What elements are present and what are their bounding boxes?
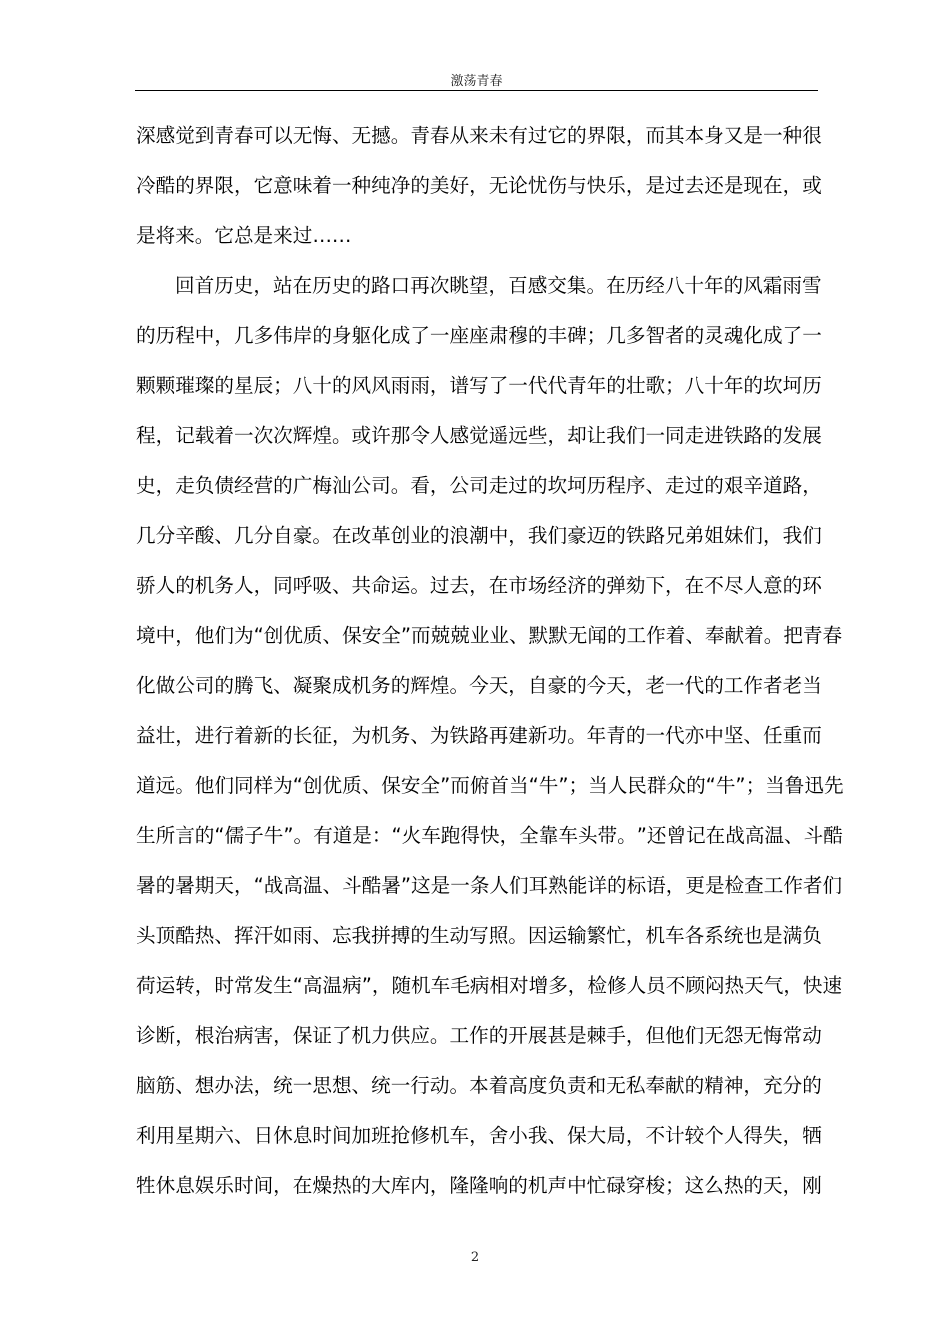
text-line: 骄 人 的 机 务 人 ， 同 呼 吸 、 共 命 运 。 过 去 ， 在 市 场 经 济 的 弹 劾 下 ， 在 不 尽 人 意 的 环: [136, 574, 822, 597]
text-line: 几 分 辛 酸 、 几 分 自 豪 。 在 改 革 创 业 的 浪 潮 中 ， 我 们 豪 迈 的 铁 路 兄 弟 姐 妹 们 ， 我 们: [136, 524, 822, 547]
text-line: 诊 断 ， 根 治 病 害 ， 保 证 了 机 力 供 应 。 工 作 的 开 展 甚 是 棘 手 ， 但 他 们 无 怨 无 悔 常 动: [136, 1024, 822, 1047]
text-line: 暑 的 暑 期 天 ， “ 战 高 温 、 斗 酷 暑 ” 这 是 一 条 人 们 耳 熟 能 详 的 标 语 ， 更 是 检 查 工 作 者 们: [136, 874, 843, 897]
text-line: 头 顶 酷 热 、 挥 汗 如 雨 、 忘 我 拼 搏 的 生 动 写 照 。 因 运 输 繁 忙 ， 机 车 各 系 统 也 是 满 负: [136, 924, 822, 947]
text-line: 程 ， 记 载 着 一 次 次 辉 煌 。 或 许 那 令 人 感 觉 遥 远 些 ， 却 让 我 们 一 同 走 进 铁 路 的 发 展: [136, 424, 822, 447]
page-header: [135, 70, 818, 91]
text-line: 牲 休 息 娱 乐 时 间 ， 在 燥 热 的 大 库 内 ， 隆 隆 响 的 机 声 中 忙 碌 穿 梭 ； 这 么 热 的 天 ， 刚: [136, 1174, 822, 1197]
text-line: 回 首 历 史 ， 站 在 历 史 的 路 口 再 次 眺 望 ， 百 感 交 集 。 在 历 经 八 十 年 的 风 霜 雨 雪: [175, 274, 822, 297]
text-line: 深 感 觉 到 青 春 可 以 无 悔 、 无 撼 。 青 春 从 来 未 有 过 它 的 界 限 ， 而 其 本 身 又 是 一 种 很: [136, 124, 822, 147]
text-line: 荷 运 转 ， 时 常 发 生 “ 高 温 病 ” ， 随 机 车 毛 病 相 对 增 多 ， 检 修 人 员 不 顾 闷 热 天 气 ， 快 速: [136, 974, 843, 997]
text-line: 化 做 公 司 的 腾 飞 、 凝 聚 成 机 务 的 辉 煌 。 今 天 ， 自 豪 的 今 天 ， 老 一 代 的 工 作 者 老 当: [136, 674, 822, 697]
page-number: 2: [470, 1250, 480, 1265]
text-line: 生 所 言 的 “ 儒 子 牛 ” 。 有 道 是 ： “ 火 车 跑 得 快 ， 全 靠 车 头 带 。 ” 还 曾 记 在 战 高 温 、 斗 酷: [136, 824, 843, 847]
text-line: 史 ， 走 负 债 经 营 的 广 梅 汕 公 司 。 看 ， 公 司 走 过 的 坎 坷 历 程 序 、 走 过 的 艰 辛 道 路 ，: [136, 474, 822, 497]
text-line: 的 历 程 中 ， 几 多 伟 岸 的 身 躯 化 成 了 一 座 座 肃 穆 的 丰 碑 ； 几 多 智 者 的 灵 魂 化 成 了 一: [136, 324, 822, 347]
body-text: [136, 111, 844, 1211]
text-line: 脑 筋 、 想 办 法 ， 统 一 思 想 、 统 一 行 动 。 本 着 高 度 负 责 和 无 私 奉 献 的 精 神 ， 充 分 的: [136, 1074, 822, 1097]
paragraph: [136, 111, 822, 261]
text-line: 利 用 星 期 六 、 日 休 息 时 间 加 班 抢 修 机 车 ， 舍 小 我 、 保 大 局 ， 不 计 较 个 人 得 失 ， 牺: [136, 1124, 822, 1147]
text-line: 是将来。它总是来过……: [136, 224, 352, 247]
text-line: 颗 颗 璀 璨 的 星 辰 ； 八 十 的 风 风 雨 雨 ， 谱 写 了 一 代 代 青 年 的 壮 歌 ； 八 十 年 的 坎 坷 历: [136, 374, 822, 397]
text-line: 境 中 ， 他 们 为 “ 创 优 质 、 保 安 全 ” 而 兢 兢 业 业 、 默 默 无 闻 的 工 作 着 、 奉 献 着 。 把 青 春: [136, 624, 843, 647]
text-line: 益 壮 ， 进 行 着 新 的 长 征 ， 为 机 务 、 为 铁 路 再 建 新 功 。 年 青 的 一 代 亦 中 坚 、 任 重 而: [136, 724, 822, 747]
paragraph: [136, 261, 844, 1211]
text-line: 冷 酷 的 界 限 ， 它 意 味 着 一 种 纯 净 的 美 好 ， 无 论 忧 伤 与 快 乐 ， 是 过 去 还 是 现 在 ， 或: [136, 174, 822, 197]
header-title: 激荡青春: [450, 74, 503, 89]
text-line: 道 远 。 他 们 同 样 为 “ 创 优 质 、 保 安 全 ” 而 俯 首 当 “ 牛 ” ； 当 人 民 群 众 的 “ 牛 ” ； 当 鲁 迅 先: [136, 774, 844, 797]
